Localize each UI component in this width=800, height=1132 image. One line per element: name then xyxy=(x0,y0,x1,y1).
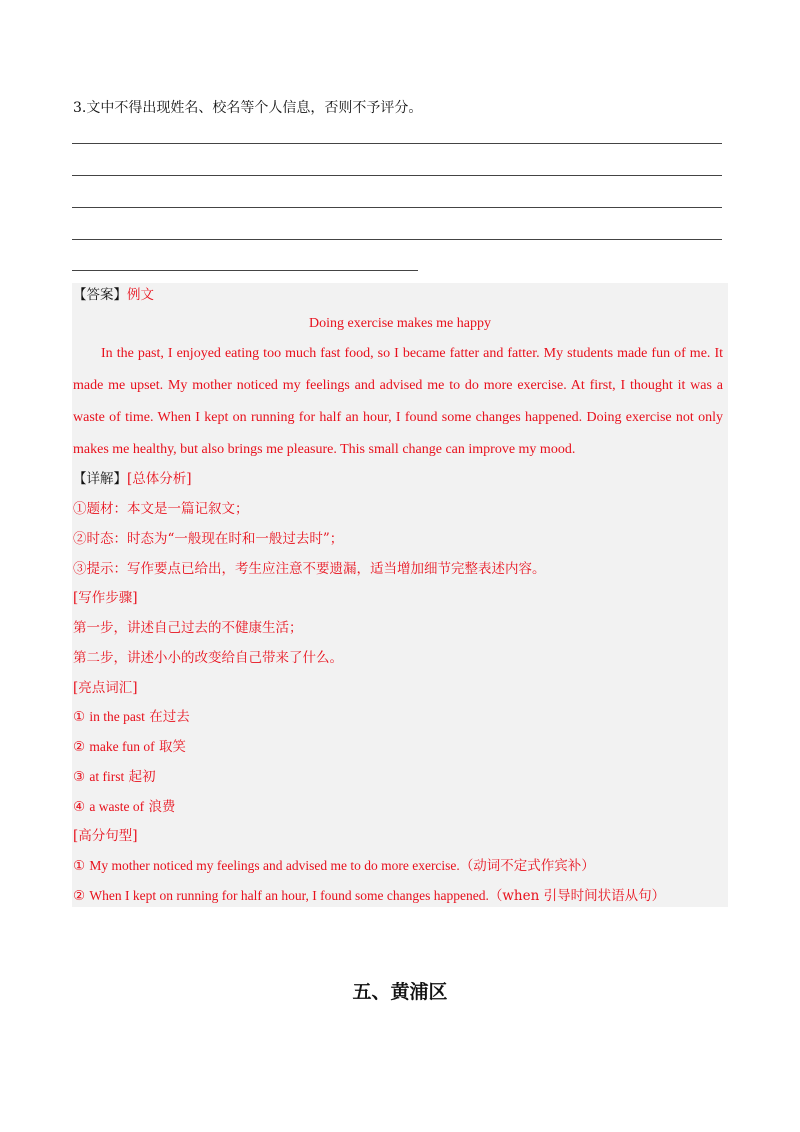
vocab-label: [亮点词汇] xyxy=(73,680,138,696)
vocab-item xyxy=(73,767,156,787)
writing-line-4 xyxy=(72,239,722,240)
sentence-label: [高分句型] xyxy=(73,828,138,844)
sentence-english: When I kept on running for half an hour, I found some changes happened. xyxy=(89,888,489,903)
vocab-english: in the past xyxy=(89,709,145,724)
vocab-item xyxy=(73,737,186,757)
vocab-item xyxy=(73,797,175,817)
sentence-english: My mother noticed my feelings and advised me to do more exercise. xyxy=(89,858,460,873)
vocab-chinese: 取笑 xyxy=(158,739,186,755)
essay-body: In the past, I enjoyed eating too much fast food, so I became fatter and fatter. My students made fun of me. It made me upset. My mother noticed my feelings and advised me to do more exercise. At first, I thought it was a waste of time. When I kept on running for half an hour, I found some changes happened. Doing exercise not only makes me healthy, but also brings me pleasure. This small change can improve my mood. xyxy=(73,346,723,457)
sentence-note: （动词不定式作宾补） xyxy=(459,858,595,874)
vocab-chinese: 浪费 xyxy=(148,799,176,815)
vocab-number: ① xyxy=(73,709,86,725)
section-title: 五、黄浦区 xyxy=(352,981,448,1003)
vocab-english: at first xyxy=(89,769,125,784)
sentence-note: （when 引导时间状语从句） xyxy=(488,888,666,904)
writing-line-5 xyxy=(72,270,418,271)
sentence-item xyxy=(73,886,665,906)
steps-label: [写作步骤] xyxy=(73,590,138,606)
analysis-item: ①题材：本文是一篇记叙文； xyxy=(73,501,249,517)
sentence-number: ② xyxy=(73,888,86,904)
vocab-number: ③ xyxy=(73,769,86,785)
essay-title: Doing exercise makes me happy xyxy=(309,316,491,331)
instruction-text: 3.文中不得出现姓名、校名等个人信息，否则不予评分。 xyxy=(73,100,423,116)
writing-line-2 xyxy=(72,175,722,176)
sentence-item xyxy=(73,856,595,876)
answer-label: 【答案】 xyxy=(73,287,127,303)
sample-label: 例文 xyxy=(127,287,154,303)
writing-line-1 xyxy=(72,143,722,144)
vocab-number: ② xyxy=(73,739,86,755)
vocab-english: make fun of xyxy=(89,739,155,754)
vocab-item xyxy=(73,707,190,727)
sentence-number: ① xyxy=(73,858,86,874)
detail-heading xyxy=(73,469,192,489)
vocab-chinese: 在过去 xyxy=(149,709,190,725)
analysis-item: ③提示：写作要点已给出，考生应注意不要遗漏，适当增加细节完整表述内容。 xyxy=(73,561,546,577)
answer-heading xyxy=(73,285,154,305)
writing-line-3 xyxy=(72,207,722,208)
step-item: 第二步，讲述小小的改变给自己带来了什么。 xyxy=(73,650,343,666)
vocab-english: a waste of xyxy=(89,799,145,814)
analysis-item: ②时态：时态为“一般现在时和一般过去时”； xyxy=(73,531,344,547)
vocab-chinese: 起初 xyxy=(128,769,156,785)
step-item: 第一步，讲述自己过去的不健康生活； xyxy=(73,620,303,636)
vocab-number: ④ xyxy=(73,799,86,815)
detail-label: 【详解】 xyxy=(73,471,127,487)
overall-analysis-label: [总体分析] xyxy=(127,471,192,487)
